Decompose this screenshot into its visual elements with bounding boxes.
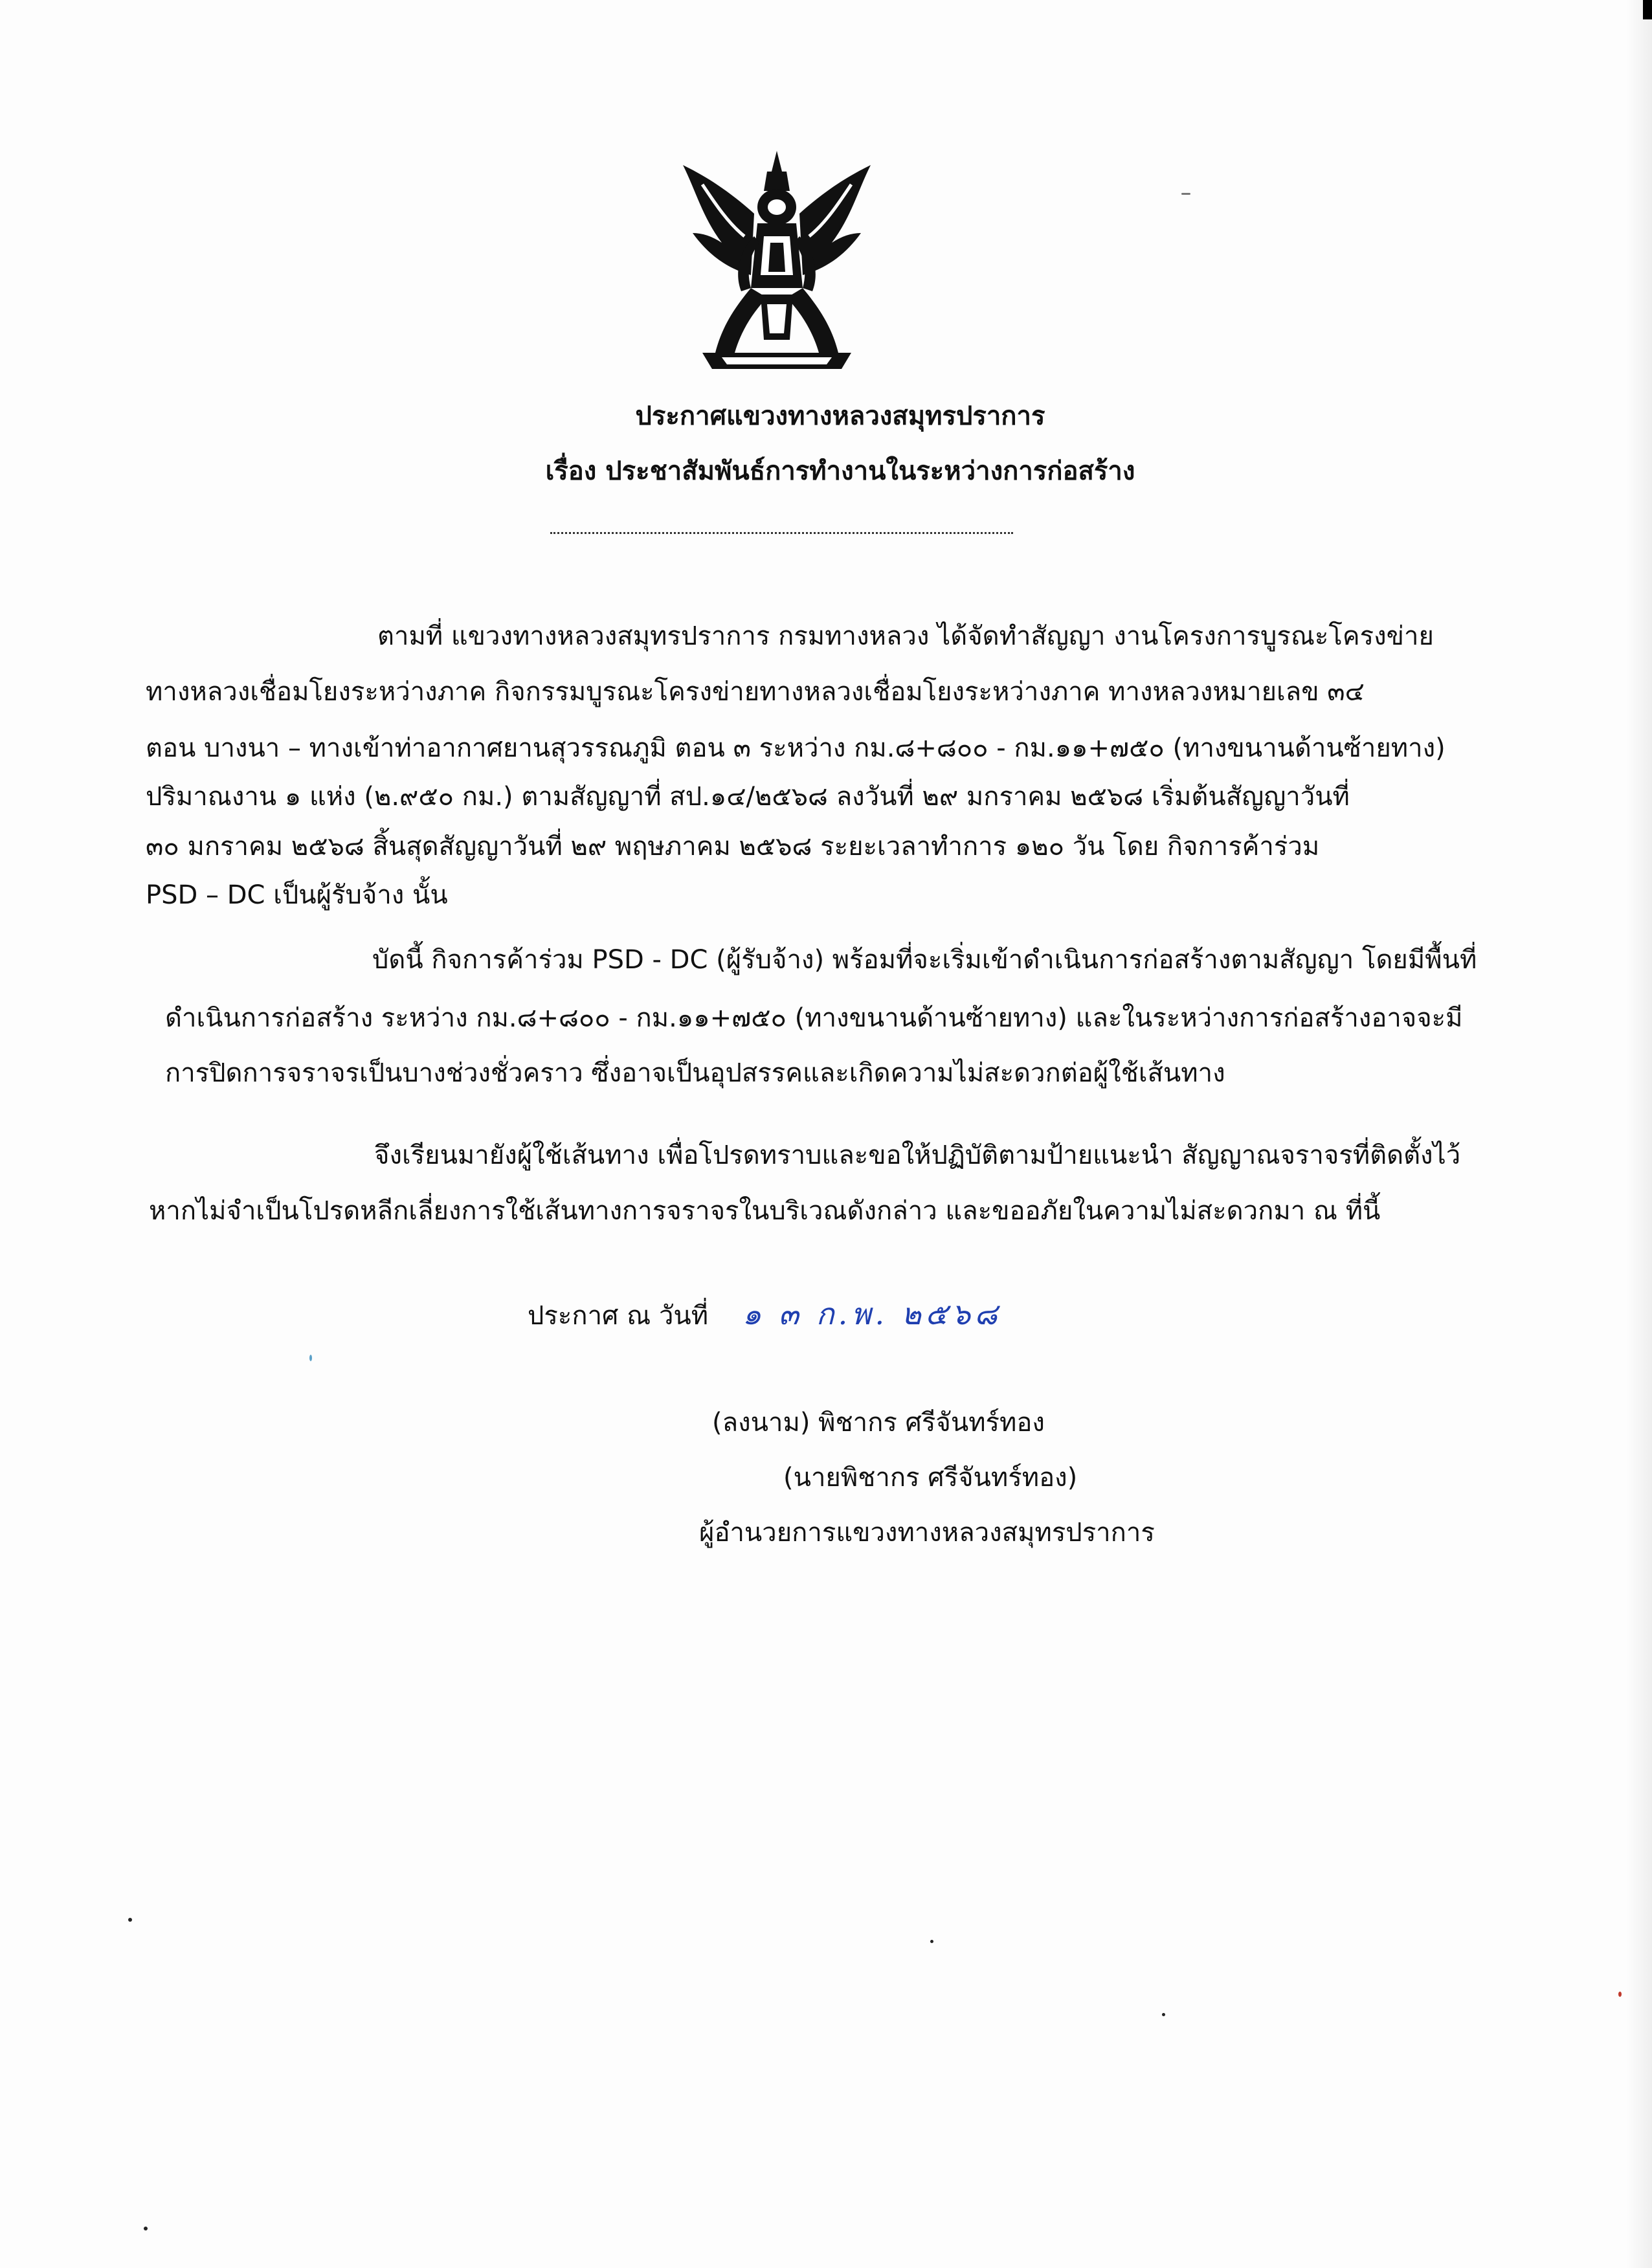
scan-speck: [309, 1355, 312, 1361]
signatory-name: (นายพิชากร ศรีจันทร์ทอง): [783, 1463, 1078, 1493]
scan-speck: [1162, 2013, 1165, 2016]
paragraph-line: ตอน บางนา – ทางเข้าท่าอากาศยานสุวรรณภูมิ ตอน ๓ ระหว่าง กม.๘+๘๐๐ - กม.๑๑+๗๕๐ (ทางขนานด้านซ้ายทาง): [146, 733, 1446, 763]
scan-corner-mark: [1643, 0, 1652, 19]
scan-speck: [128, 1918, 132, 1922]
title-divider: [550, 532, 1013, 534]
scan-speck: [144, 2227, 148, 2230]
scan-speck: [930, 1940, 933, 1943]
scan-shadow: [1626, 0, 1652, 2268]
scan-speck: [1618, 1992, 1622, 1997]
paragraph-line: ดำเนินการก่อสร้าง ระหว่าง กม.๘+๘๐๐ - กม.๑๑+๗๕๐ (ทางขนานด้านซ้ายทาง) และในระหว่างการก่อสร้างอาจจะมี: [165, 1003, 1463, 1033]
announcement-date: [528, 1295, 1001, 1335]
paragraph-line: PSD – DC เป็นผู้รับจ้าง นั้น: [146, 880, 448, 910]
handwritten-date: ๑ ๓ ก.พ. ๒๕๖๘: [742, 1296, 1001, 1331]
signature-line: (ลงนาม) พิชากร ศรีจันทร์ทอง: [712, 1408, 1045, 1438]
paragraph-line: จึงเรียนมายังผู้ใช้เส้นทาง เพื่อโปรดทราบและขอให้ปฏิบัติตามป้ายแนะนำ สัญญาณจราจรที่ติดตั้งไว้: [374, 1140, 1461, 1170]
garuda-emblem-icon: [676, 146, 877, 375]
scan-speck: [1181, 193, 1190, 195]
paragraph-line: หากไม่จำเป็นโปรดหลีกเลี่ยงการใช้เส้นทางการจราจรในบริเวณดังกล่าว และขออภัยในความไม่สะดวกมา ณ ที่นี้: [149, 1196, 1381, 1226]
announcement-prefix: ประกาศ ณ วันที่: [528, 1301, 709, 1331]
signatory-position: ผู้อำนวยการแขวงทางหลวงสมุทรปราการ: [699, 1518, 1155, 1548]
paragraph-line: ๓๐ มกราคม ๒๕๖๘ สิ้นสุดสัญญาวันที่ ๒๙ พฤษภาคม ๒๕๖๘ ระยะเวลาทำการ ๑๒๐ วัน โดย กิจการค้าร่วม: [146, 832, 1320, 862]
paragraph-line: การปิดการจราจรเป็นบางช่วงชั่วคราว ซึ่งอาจเป็นอุปสรรคและเกิดความไม่สะดวกต่อผู้ใช้เส้นทาง: [165, 1058, 1225, 1088]
paragraph-line: ปริมาณงาน ๑ แห่ง (๒.๙๕๐ กม.) ตามสัญญาที่ สป.๑๔/๒๕๖๘ ลงวันที่ ๒๙ มกราคม ๒๕๖๘ เริ่มต้นสัญญาวันที่: [146, 782, 1350, 812]
paragraph-line: ตามที่ แขวงทางหลวงสมุทรปราการ กรมทางหลวง ได้จัดทำสัญญา งานโครงการบูรณะโครงข่าย: [377, 621, 1434, 651]
document-subject: เรื่อง ประชาสัมพันธ์การทำงานในระหว่างการก่อสร้าง: [545, 456, 1135, 486]
paragraph-line: ทางหลวงเชื่อมโยงระหว่างภาค กิจกรรมบูรณะโครงข่ายทางหลวงเชื่อมโยงระหว่างภาค ทางหลวงหมายเลข ๓๔: [146, 677, 1365, 707]
document-title: ประกาศแขวงทางหลวงสมุทรปราการ: [635, 401, 1045, 431]
paragraph-line: บัดนี้ กิจการค้าร่วม PSD - DC (ผู้รับจ้าง) พร้อมที่จะเริ่มเข้าดำเนินการก่อสร้างตามสัญญา โดยมีพื้นที่: [372, 945, 1477, 975]
